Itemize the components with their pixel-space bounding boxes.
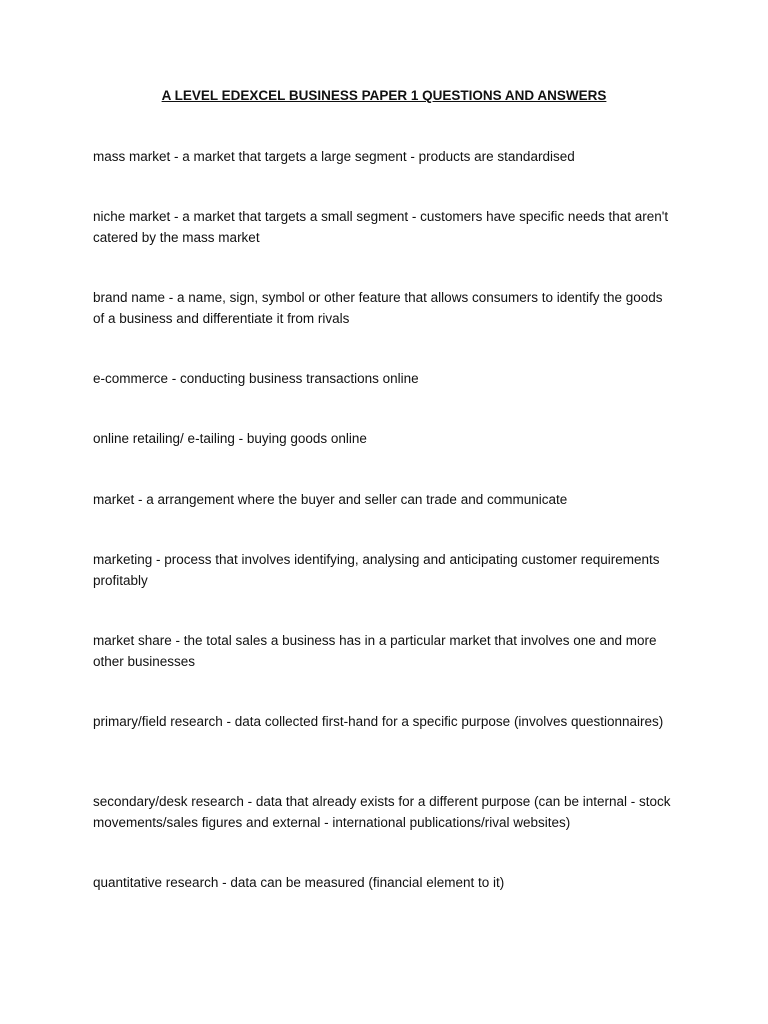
definition-entry: e-commerce - conducting business transactions online bbox=[93, 371, 419, 386]
definition-entry: primary/field research - data collected first-hand for a specific purpose (involves questionnaires) bbox=[93, 714, 664, 729]
definition-entry: brand name - a name, sign, symbol or other feature that allows consumers to identify the goods of a business and differentiate it from rivals bbox=[93, 290, 663, 326]
definition-entry: mass market - a market that targets a large segment - products are standardised bbox=[93, 149, 575, 164]
definition-entry: market share - the total sales a business has in a particular market that involves one and more other businesses bbox=[93, 633, 657, 669]
definition-entry: quantitative research - data can be measured (financial element to it) bbox=[93, 875, 505, 890]
definition-entry: marketing - process that involves identifying, analysing and anticipating customer requirements profitably bbox=[93, 552, 660, 588]
definition-entry: online retailing/ e-tailing - buying goods online bbox=[93, 431, 367, 446]
document-title: A LEVEL EDEXCEL BUSINESS PAPER 1 QUESTIONS AND ANSWERS bbox=[161, 88, 607, 103]
definition-entry: secondary/desk research - data that already exists for a different purpose (can be internal - stock movements/sales figures and external - international publications/rival websites) bbox=[93, 794, 671, 830]
definition-entry: niche market - a market that targets a small segment - customers have specific needs that aren't catered by the mass market bbox=[93, 209, 669, 245]
definition-entry: market - a arrangement where the buyer and seller can trade and communicate bbox=[93, 492, 568, 507]
